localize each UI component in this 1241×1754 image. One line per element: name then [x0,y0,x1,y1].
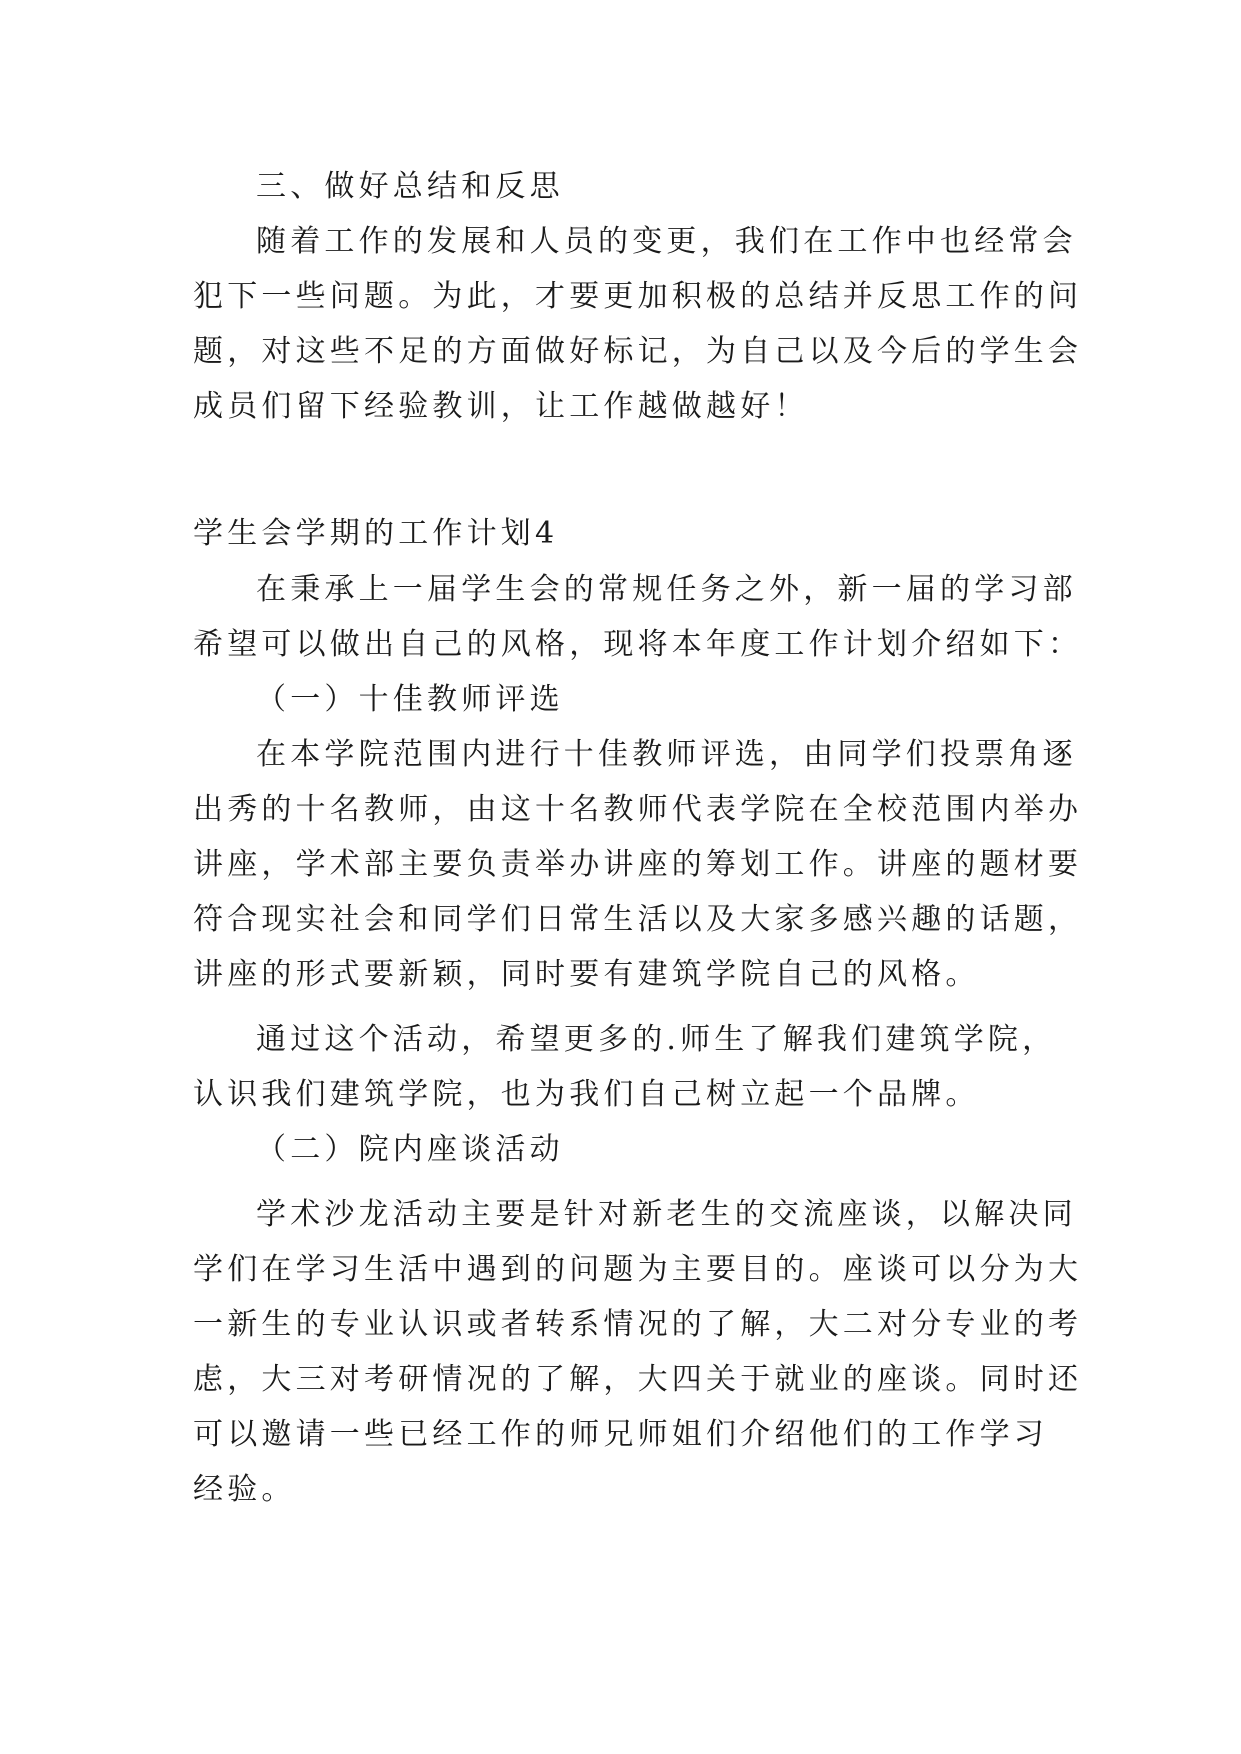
paragraph-line: 一新生的专业认识或者转系情况的了解，大二对分专业的考 [193,1307,1083,1342]
section-heading: （二）院内座谈活动 [256,1132,564,1167]
paragraph-line: 在本学院范围内进行十佳教师评选，由同学们投票角逐 [256,737,1077,772]
paragraph-line: 在秉承上一届学生会的常规任务之外，新一届的学习部 [256,572,1077,607]
paragraph-line: 成员们留下经验教训，让工作越做越好！ [193,389,809,424]
paragraph-line: 犯下一些问题。为此，才要更加积极的总结并反思工作的问 [193,279,1083,314]
paragraph-line: 讲座，学术部主要负责举办讲座的筹划工作。讲座的题材要 [193,847,1083,882]
section-heading: 三、做好总结和反思 [256,169,564,204]
paragraph-line: 学术沙龙活动主要是针对新老生的交流座谈，以解决同 [256,1197,1077,1232]
paragraph-line: 学们在学习生活中遇到的问题为主要目的。座谈可以分为大 [193,1252,1083,1287]
paragraph-line: 出秀的十名教师，由这十名教师代表学院在全校范围内举办 [193,792,1083,827]
document-title: 学生会学期的工作计划4 [193,516,559,551]
paragraph-line: 经验。 [193,1472,296,1507]
paragraph-line: 讲座的形式要新颖，同时要有建筑学院自己的风格。 [193,957,980,992]
section-heading: （一）十佳教师评选 [256,682,564,717]
paragraph-line: 认识我们建筑学院，也为我们自己树立起一个品牌。 [193,1077,980,1112]
paragraph-line: 虑，大三对考研情况的了解，大四关于就业的座谈。同时还 [193,1362,1083,1397]
paragraph-line: 希望可以做出自己的风格，现将本年度工作计划介绍如下： [193,627,1083,662]
paragraph-line: 通过这个活动，希望更多的.师生了解我们建筑学院， [256,1022,1057,1057]
paragraph-line: 题，对这些不足的方面做好标记，为自己以及今后的学生会 [193,334,1083,369]
paragraph-line: 符合现实社会和同学们日常生活以及大家多感兴趣的话题， [193,902,1083,937]
paragraph-line: 可以邀请一些已经工作的师兄师姐们介绍他们的工作学习 [193,1417,1048,1452]
paragraph-line: 随着工作的发展和人员的变更，我们在工作中也经常会 [256,224,1077,259]
